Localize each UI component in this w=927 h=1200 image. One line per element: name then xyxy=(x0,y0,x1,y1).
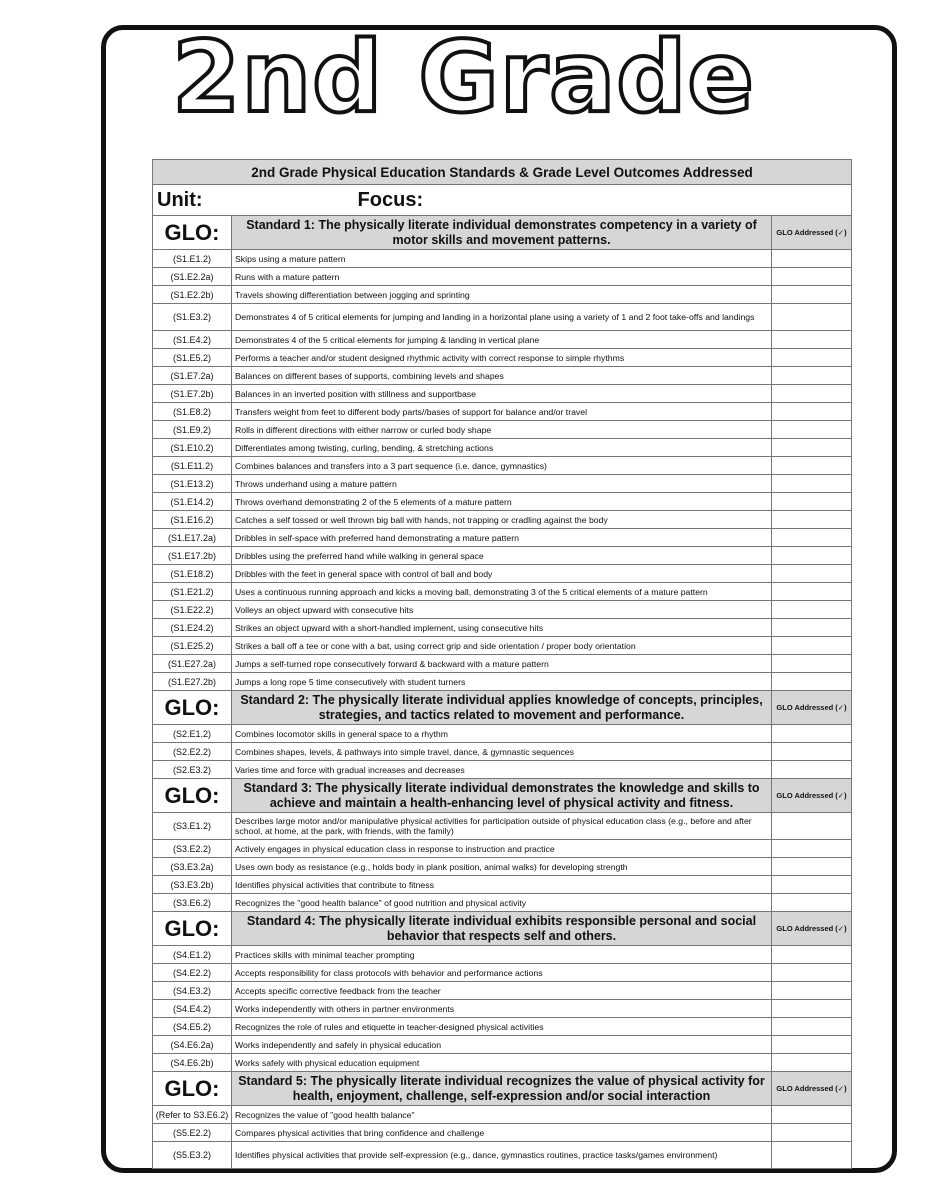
outcome-code: (S5.E3.2) xyxy=(153,1142,232,1169)
glo-addressed-checkbox[interactable] xyxy=(772,331,852,349)
outcome-description: Transfers weight from feet to different body parts//bases of support for balance and/or travel xyxy=(232,403,772,421)
glo-addressed-checkbox[interactable] xyxy=(772,946,852,964)
outcome-description: Compares physical activities that bring confidence and challenge xyxy=(232,1124,772,1142)
outcome-description: Strikes an object upward with a short-handled implement, using consecutive hits xyxy=(232,619,772,637)
outcome-description: Balances on different bases of supports, combining levels and shapes xyxy=(232,367,772,385)
outcome-row xyxy=(153,743,852,761)
outcome-code: (S1.E25.2) xyxy=(153,637,232,655)
outcome-description: Recognizes the "good health balance" of good nutrition and physical activity xyxy=(232,894,772,912)
outcome-code: (S1.E3.2) xyxy=(153,304,232,331)
outcome-row xyxy=(153,385,852,403)
standard-title: Standard 4: The physically literate individual exhibits responsible personal and social behavior that respects self and others. xyxy=(232,912,772,946)
outcome-row xyxy=(153,655,852,673)
outcome-description: Accepts responsibility for class protocols with behavior and performance actions xyxy=(232,964,772,982)
unit-label: Unit: xyxy=(157,188,203,211)
outcome-row xyxy=(153,421,852,439)
outcome-row xyxy=(153,439,852,457)
outcome-code: (S4.E6.2a) xyxy=(153,1036,232,1054)
outcome-row xyxy=(153,367,852,385)
outcome-code: (S4.E5.2) xyxy=(153,1018,232,1036)
outcome-code: (S1.E10.2) xyxy=(153,439,232,457)
outcome-row xyxy=(153,547,852,565)
outcome-description: Recognizes the value of "good health balance" xyxy=(232,1106,772,1124)
outcome-row xyxy=(153,250,852,268)
outcome-row xyxy=(153,1124,852,1142)
glo-addressed-header: GLO Addressed (✓) xyxy=(772,912,852,946)
table-title: 2nd Grade Physical Education Standards & Grade Level Outcomes Addressed xyxy=(153,160,852,185)
outcome-description: Balances in an inverted position with stillness and supportbase xyxy=(232,385,772,403)
outcome-row xyxy=(153,493,852,511)
outcome-code: (S1.E22.2) xyxy=(153,601,232,619)
outcome-description: Demonstrates 4 of 5 critical elements for jumping and landing in a horizontal plane using a variety of 1 and 2 foot take-offs and landings xyxy=(232,304,772,331)
outcome-description: Jumps a self-turned rope consecutively forward & backward with a mature pattern xyxy=(232,655,772,673)
outcome-row xyxy=(153,725,852,743)
outcome-row xyxy=(153,304,852,331)
standard-header-row xyxy=(153,779,852,813)
outcome-row xyxy=(153,982,852,1000)
outcome-code: (S4.E1.2) xyxy=(153,946,232,964)
glo-label: GLO: xyxy=(153,1072,232,1106)
glo-addressed-header: GLO Addressed (✓) xyxy=(772,216,852,250)
outcome-description: Varies time and force with gradual increases and decreases xyxy=(232,761,772,779)
glo-addressed-checkbox[interactable] xyxy=(772,385,852,403)
table-header-row xyxy=(153,160,852,185)
outcome-row xyxy=(153,858,852,876)
glo-addressed-checkbox[interactable] xyxy=(772,457,852,475)
outcome-code: (S2.E3.2) xyxy=(153,761,232,779)
glo-addressed-checkbox[interactable] xyxy=(772,894,852,912)
glo-addressed-checkbox[interactable] xyxy=(772,349,852,367)
glo-label: GLO: xyxy=(153,912,232,946)
glo-addressed-checkbox[interactable] xyxy=(772,304,852,331)
glo-label: GLO: xyxy=(153,691,232,725)
outcome-description: Works independently with others in partner environments xyxy=(232,1000,772,1018)
outcome-code: (S1.E17.2a) xyxy=(153,529,232,547)
outcome-description: Demonstrates 4 of the 5 critical elements for jumping & landing in vertical plane xyxy=(232,331,772,349)
outcome-description: Rolls in different directions with either narrow or curled body shape xyxy=(232,421,772,439)
outcome-code: (S1.E18.2) xyxy=(153,565,232,583)
outcome-row xyxy=(153,1106,852,1124)
outcome-description: Identifies physical activities that contribute to fitness xyxy=(232,876,772,894)
glo-addressed-checkbox[interactable] xyxy=(772,1142,852,1169)
standard-title: Standard 3: The physically literate individual demonstrates the knowledge and skills to achieve and maintain a health-enhancing level of physical activity and fitness. xyxy=(232,779,772,813)
outcome-row xyxy=(153,583,852,601)
glo-addressed-checkbox[interactable] xyxy=(772,964,852,982)
standards-table xyxy=(152,159,852,1169)
outcome-code: (S4.E4.2) xyxy=(153,1000,232,1018)
glo-addressed-checkbox[interactable] xyxy=(772,529,852,547)
outcome-code: (S4.E2.2) xyxy=(153,964,232,982)
outcome-code: (S3.E3.2b) xyxy=(153,876,232,894)
outcome-code: (S1.E2.2a) xyxy=(153,268,232,286)
glo-addressed-checkbox[interactable] xyxy=(772,565,852,583)
outcome-description: Volleys an object upward with consecutive hits xyxy=(232,601,772,619)
glo-addressed-checkbox[interactable] xyxy=(772,619,852,637)
glo-addressed-checkbox[interactable] xyxy=(772,367,852,385)
outcome-row xyxy=(153,1142,852,1169)
outcome-description: Works independently and safely in physical education xyxy=(232,1036,772,1054)
outcome-description: Performs a teacher and/or student designed rhythmic activity with correct response to simple rhythms xyxy=(232,349,772,367)
outcome-description: Skips using a mature pattern xyxy=(232,250,772,268)
outcome-row xyxy=(153,761,852,779)
outcome-description: Describes large motor and/or manipulative physical activities for participation outside of physical education class (e.g., before and after school, at home, at the park, with friends, with the family) xyxy=(232,813,772,840)
outcome-code: (S1.E2.2b) xyxy=(153,286,232,304)
glo-addressed-checkbox[interactable] xyxy=(772,876,852,894)
glo-addressed-checkbox[interactable] xyxy=(772,1000,852,1018)
glo-addressed-header: GLO Addressed (✓) xyxy=(772,1072,852,1106)
outcome-row xyxy=(153,601,852,619)
outcome-description: Identifies physical activities that provide self-expression (e.g., dance, gymnastics routines, practice tasks/games environment) xyxy=(232,1142,772,1169)
outcome-code: (S1.E4.2) xyxy=(153,331,232,349)
outcome-code: (S1.E27.2b) xyxy=(153,673,232,691)
outcome-description: Catches a self tossed or well thrown big ball with hands, not trapping or cradling against the body xyxy=(232,511,772,529)
outcome-row xyxy=(153,457,852,475)
outcome-row xyxy=(153,349,852,367)
glo-addressed-checkbox[interactable] xyxy=(772,1036,852,1054)
outcome-row xyxy=(153,511,852,529)
outcome-row xyxy=(153,268,852,286)
outcome-code: (S1.E7.2a) xyxy=(153,367,232,385)
glo-addressed-checkbox[interactable] xyxy=(772,250,852,268)
outcome-code: (S1.E14.2) xyxy=(153,493,232,511)
glo-addressed-checkbox[interactable] xyxy=(772,1124,852,1142)
outcome-code: (S1.E21.2) xyxy=(153,583,232,601)
outcome-code: (S2.E2.2) xyxy=(153,743,232,761)
outcome-description: Jumps a long rope 5 time consecutively with student turners xyxy=(232,673,772,691)
outcome-description: Throws underhand using a mature pattern xyxy=(232,475,772,493)
glo-addressed-checkbox[interactable] xyxy=(772,725,852,743)
outcome-description: Combines locomotor skills in general space to a rhythm xyxy=(232,725,772,743)
outcome-description: Recognizes the role of rules and etiquette in teacher-designed physical activities xyxy=(232,1018,772,1036)
outcome-code: (S1.E8.2) xyxy=(153,403,232,421)
unit-focus-cell xyxy=(153,185,852,216)
outcome-code: (S1.E5.2) xyxy=(153,349,232,367)
glo-addressed-checkbox[interactable] xyxy=(772,637,852,655)
outcome-description: Combines shapes, levels, & pathways into simple travel, dance, & gymnastic sequences xyxy=(232,743,772,761)
outcome-code: (S1.E16.2) xyxy=(153,511,232,529)
outcome-row xyxy=(153,475,852,493)
outcome-description: Combines balances and transfers into a 3 part sequence (i.e. dance, gymnastics) xyxy=(232,457,772,475)
standard-title: Standard 1: The physically literate individual demonstrates competency in a variety of motor skills and movement patterns. xyxy=(232,216,772,250)
glo-label: GLO: xyxy=(153,216,232,250)
standard-title: Standard 2: The physically literate individual applies knowledge of concepts, principles, strategies, and tactics related to movement and performance. xyxy=(232,691,772,725)
glo-addressed-checkbox[interactable] xyxy=(772,1054,852,1072)
outcome-row xyxy=(153,946,852,964)
outcome-row xyxy=(153,673,852,691)
glo-addressed-checkbox[interactable] xyxy=(772,840,852,858)
outcome-row xyxy=(153,1036,852,1054)
outcome-row xyxy=(153,637,852,655)
outcome-row xyxy=(153,619,852,637)
glo-addressed-checkbox[interactable] xyxy=(772,511,852,529)
outcome-code: (S1.E9.2) xyxy=(153,421,232,439)
outcome-description: Accepts specific corrective feedback from the teacher xyxy=(232,982,772,1000)
glo-addressed-checkbox[interactable] xyxy=(772,403,852,421)
outcome-row xyxy=(153,964,852,982)
glo-label: GLO: xyxy=(153,779,232,813)
glo-addressed-header: GLO Addressed (✓) xyxy=(772,779,852,813)
outcome-row xyxy=(153,1000,852,1018)
outcome-row xyxy=(153,565,852,583)
outcome-description: Throws overhand demonstrating 2 of the 5 elements of a mature pattern xyxy=(232,493,772,511)
outcome-description: Practices skills with minimal teacher prompting xyxy=(232,946,772,964)
outcome-row xyxy=(153,403,852,421)
glo-addressed-checkbox[interactable] xyxy=(772,547,852,565)
glo-addressed-checkbox[interactable] xyxy=(772,583,852,601)
outcome-code: (S3.E6.2) xyxy=(153,894,232,912)
outcome-row xyxy=(153,876,852,894)
glo-addressed-checkbox[interactable] xyxy=(772,493,852,511)
glo-addressed-checkbox[interactable] xyxy=(772,655,852,673)
glo-addressed-checkbox[interactable] xyxy=(772,268,852,286)
outcome-row xyxy=(153,529,852,547)
standard-header-row xyxy=(153,691,852,725)
glo-addressed-checkbox[interactable] xyxy=(772,1106,852,1124)
outcome-code: (S1.E13.2) xyxy=(153,475,232,493)
outcome-code: (S5.E2.2) xyxy=(153,1124,232,1142)
glo-addressed-checkbox[interactable] xyxy=(772,1018,852,1036)
outcome-description: Travels showing differentiation between jogging and sprinting xyxy=(232,286,772,304)
glo-addressed-checkbox[interactable] xyxy=(772,813,852,840)
outcome-row xyxy=(153,286,852,304)
glo-addressed-checkbox[interactable] xyxy=(772,439,852,457)
outcome-description: Dribbles in self-space with preferred hand demonstrating a mature pattern xyxy=(232,529,772,547)
outcome-row xyxy=(153,331,852,349)
standard-title: Standard 5: The physically literate individual recognizes the value of physical activity for health, enjoyment, challenge, self-expression and/or social interaction xyxy=(232,1072,772,1106)
outcome-description: Differentiates among twisting, curling, bending, & stretching actions xyxy=(232,439,772,457)
standard-header-row xyxy=(153,912,852,946)
outcome-description: Dribbles with the feet in general space with control of ball and body xyxy=(232,565,772,583)
glo-addressed-checkbox[interactable] xyxy=(772,286,852,304)
outcome-description: Works safely with physical education equipment xyxy=(232,1054,772,1072)
outcome-description: Dribbles using the preferred hand while walking in general space xyxy=(232,547,772,565)
outcome-code: (S3.E1.2) xyxy=(153,813,232,840)
outcome-row xyxy=(153,894,852,912)
glo-addressed-checkbox[interactable] xyxy=(772,743,852,761)
outcome-code: (S1.E24.2) xyxy=(153,619,232,637)
outcome-code: (Refer to S3.E6.2) xyxy=(153,1106,232,1124)
outcome-code: (S2.E1.2) xyxy=(153,725,232,743)
glo-addressed-checkbox[interactable] xyxy=(772,982,852,1000)
outcome-code: (S1.E11.2) xyxy=(153,457,232,475)
outcome-code: (S1.E1.2) xyxy=(153,250,232,268)
outcome-row xyxy=(153,813,852,840)
outcome-code: (S1.E17.2b) xyxy=(153,547,232,565)
outcome-description: Strikes a ball off a tee or cone with a bat, using correct grip and side orientation / proper body orientation xyxy=(232,637,772,655)
glo-addressed-checkbox[interactable] xyxy=(772,421,852,439)
standard-header-row xyxy=(153,1072,852,1106)
glo-addressed-checkbox[interactable] xyxy=(772,761,852,779)
glo-addressed-checkbox[interactable] xyxy=(772,475,852,493)
glo-addressed-checkbox[interactable] xyxy=(772,858,852,876)
outcome-code: (S3.E3.2a) xyxy=(153,858,232,876)
standard-header-row xyxy=(153,216,852,250)
glo-addressed-checkbox[interactable] xyxy=(772,601,852,619)
unit-focus-row xyxy=(153,185,852,216)
glo-addressed-header: GLO Addressed (✓) xyxy=(772,691,852,725)
outcome-code: (S3.E2.2) xyxy=(153,840,232,858)
outcome-code: (S1.E7.2b) xyxy=(153,385,232,403)
outcome-description: Actively engages in physical education class in response to instruction and practice xyxy=(232,840,772,858)
outcome-row xyxy=(153,1054,852,1072)
focus-label: Focus: xyxy=(357,188,424,211)
outcome-row xyxy=(153,1018,852,1036)
outcome-code: (S4.E6.2b) xyxy=(153,1054,232,1072)
outcome-description: Uses own body as resistance (e.g., holds body in plank position, animal walks) for developing strength xyxy=(232,858,772,876)
glo-addressed-checkbox[interactable] xyxy=(772,673,852,691)
outcome-description: Uses a continuous running approach and kicks a moving ball, demonstrating 3 of the 5 critical elements of a mature pattern xyxy=(232,583,772,601)
outcome-row xyxy=(153,840,852,858)
outcome-code: (S4.E3.2) xyxy=(153,982,232,1000)
outcome-description: Runs with a mature pattern xyxy=(232,268,772,286)
outcome-code: (S1.E27.2a) xyxy=(153,655,232,673)
page-title: 2nd Grade xyxy=(172,21,755,135)
